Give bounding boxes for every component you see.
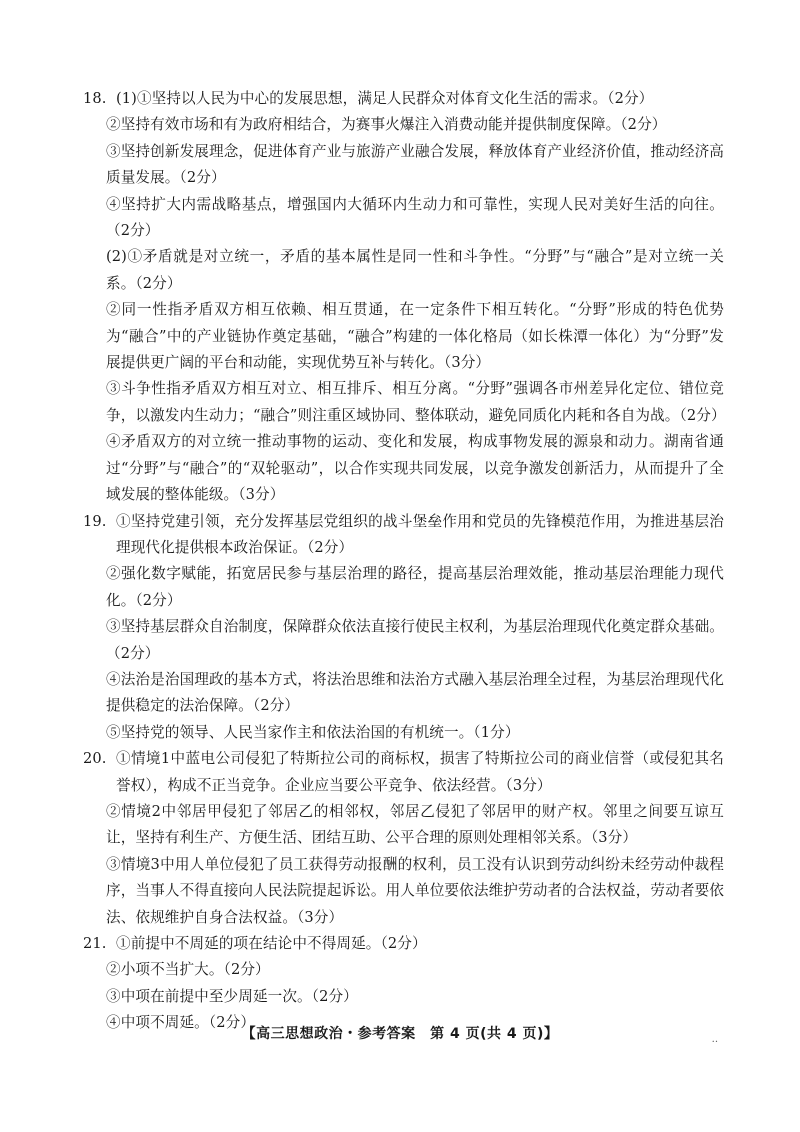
question-21	[84, 931, 724, 1037]
question-number: 21.	[83, 935, 107, 952]
answer-line: ④法治是治国理政的基本方式，将法治思维和法治方式融入基层治理全过程，为基层治理现代化提供稳定的法治保障。（2分）	[106, 670, 724, 715]
question-20	[84, 746, 724, 931]
page-footer: 【高三思想政治・参考答案 第 4 页(共 4 页)】	[241, 1026, 559, 1042]
question-19	[84, 509, 724, 747]
answer-line: ④矛盾双方的对立统一推动事物的运动、变化和发展，构成事物发展的源泉和动力。湖南省通过“分野”与“融合”的“双轮驱动”，以合作实现共同发展，以竞争激发创新活力，从而提升了全域发展的整体能级。（3分）	[106, 433, 724, 504]
answer-line: ③情境3中用人单位侵犯了员工获得劳动报酬的权利，员工没有认识到劳动纠纷未经劳动仲裁程序，当事人不得直接向人民法院提起诉讼。用人单位要依法维护劳动者的合法权益，劳动者要依法、依规维护自身合法权益。（3分）	[106, 855, 724, 926]
answer-line: ②同一性指矛盾双方相互依赖、相互贯通，在一定条件下相互转化。“分野”形成的特色优势为“融合”中的产业链协作奠定基础，“融合”构建的一体化格局（如长株潭一体化）为“分野”发展提供更广阔的平台和动能，实现优势互补与转化。（3分）	[106, 301, 724, 372]
answer-line: (2)①矛盾就是对立统一，矛盾的基本属性是同一性和斗争性。“分野”与“融合”是对立统一关系。（2分）	[106, 248, 724, 292]
question-number: 20.	[83, 750, 107, 768]
answer-line: ①情境1中蓝电公司侵犯了特斯拉公司的商标权，损害了特斯拉公司的商业信誉（或侵犯其名誉权），构成不正当竞争。企业应当要公平竞争、依法经营。（3分）	[116, 750, 724, 794]
answer-line: ⑤坚持党的领导、人民当家作主和依法治国的有机统一。（1分）	[106, 723, 520, 741]
corner-mark: ..	[711, 1034, 718, 1045]
answer-line: ④坚持扩大内需战略基点，增强国内大循环内生动力和可靠性，实现人民对美好生活的向往。（2分）	[106, 195, 724, 240]
answer-line: ③坚持创新发展理念，促进体育产业与旅游产业融合发展，释放体育产业经济价值，推动经济高质量发展。（2分）	[106, 142, 724, 187]
answer-line: (1)①坚持以人民为中心的发展思想，满足人民群众对体育文化生活的需求。（2分）	[116, 90, 654, 107]
question-number: 19.	[83, 512, 107, 530]
answer-line: ④中项不周延。（2分）	[106, 1014, 256, 1032]
question-18	[84, 86, 724, 509]
answer-line: ③坚持基层群众自治制度，保障群众依法直接行使民主权利，为基层治理现代化奠定群众基础。（2分）	[106, 618, 724, 662]
answer-line: ③斗争性指矛盾双方相互对立、相互排斥、相互分离。“分野”强调各市州差异化定位、错位竞争，以激发内生动力；“融合”则注重区域协同、整体联动，避免同质化内耗和各自为战。（2分）	[106, 380, 726, 424]
answer-content	[84, 86, 724, 1037]
answer-line: ②强化数字赋能，拓宽居民参与基层治理的路径，提高基层治理效能，推动基层治理能力现代化。（2分）	[106, 565, 724, 609]
answer-line: ②情境2中邻居甲侵犯了邻居乙的相邻权，邻居乙侵犯了邻居甲的财产权。邻里之间要互谅互让，坚持有利生产、方便生活、团结互助、公平合理的原则处理相邻关系。（3分）	[106, 802, 724, 847]
answer-line: ①前提中不周延的项在结论中不得周延。（2分）	[116, 935, 427, 952]
answer-line: ②小项不当扩大。（2分）	[106, 961, 270, 979]
answer-line: ③中项在前提中至少周延一次。（2分）	[106, 987, 358, 1005]
question-number: 18.	[83, 90, 107, 107]
answer-line: ②坚持有效市场和有为政府相结合，为赛事火爆注入消费动能并提供制度保障。（2分）	[106, 116, 667, 134]
answer-line: ①坚持党建引领，充分发挥基层党组织的战斗堡垒作用和党员的先锋模范作用，为推进基层治理现代化提供根本政治保证。（2分）	[116, 512, 724, 556]
